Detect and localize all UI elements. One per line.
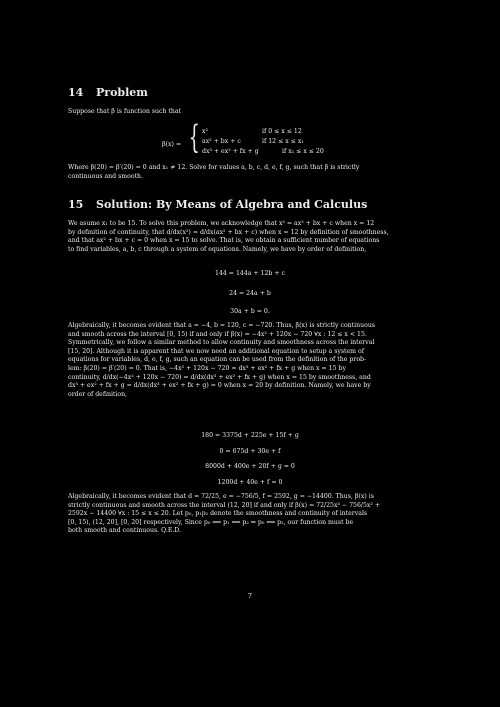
case-expr: ax² + bx + c: [202, 138, 241, 145]
case-cond: if 12 ≤ x ≤ x₁: [262, 138, 304, 145]
text-line: lem: β(20) = β′(20) = 0. That is, −4x² + 120x − 720 = dx³ + ex² + fx + g when x = 15 by: [68, 364, 346, 372]
section-14-intro: [68, 108, 432, 117]
text-line: order of definition,: [68, 390, 128, 398]
text-line: Algebraically, it becomes evident that d = 72/25, e = −756/5, f = 2592, g = −14400. Thus, β(x) is: [68, 493, 374, 500]
case-expr: dx³ + ex² + fx + g: [202, 148, 259, 155]
text-line: Suppose that β is function such that: [68, 108, 182, 115]
text-line: equations for variables, d, e, f, g, such an equation can be used from the definition of the prob-: [68, 356, 367, 364]
text-line: strictly continuous and smooth across the interval (12, 20] if and only if β(x) = 72/25x³ − 756/5x² +: [68, 501, 381, 509]
case-cond: if 0 ≤ x ≤ 12: [262, 128, 302, 135]
left-brace: {: [188, 118, 200, 156]
text-line: continuous and smooth.: [68, 172, 143, 180]
section-14-heading: [68, 86, 148, 99]
equation: 0 = 675d + 30e + f: [219, 448, 281, 455]
equation: 180 = 3375d + 225e + 15f + g: [201, 432, 299, 439]
text-line: We asume x₁ to be 15. To solve this problem, we acknowledge that x² = ax² + bx + c when x = 12: [68, 220, 375, 227]
section-number: 14: [68, 86, 84, 99]
text-line: dx³ + ex² + fx + g = d/dx(dx³ + ex² + fx + g) = 0 when x = 20 by definition. Namely, we have by: [68, 382, 371, 390]
text-line: Where β(20) = β′(20) = 0 and x₁ ≠ 12. Solve for values a, b, c, d, e, f, g, such that β is strictly: [68, 164, 360, 171]
text-line: Symmetrically, we follow a similar method to allow continuity and smoothness across the interval: [68, 339, 375, 347]
section-title: Problem: [96, 86, 148, 99]
solution-paragraph-1: [68, 220, 432, 254]
equation: 30a + b = 0.: [230, 308, 270, 315]
text-line: continuity, d/dx(−4x² + 120x − 720) = d/dx(dx³ + ex² + fx + g) when x = 15 by smoothness, and: [68, 373, 371, 381]
case-cond: if x₁ ≤ x ≤ 20: [282, 148, 324, 155]
case-expr: x²: [202, 128, 208, 135]
section-number: 15: [68, 198, 84, 211]
section-title: Solution: By Means of Algebra and Calculus: [96, 198, 368, 211]
equation: 24 = 24a + b: [229, 290, 271, 297]
text-line: and smooth across the interval [0, 15) if and only if β(x) = −4x² + 120x − 720 ∀x : 12 ≤ x < 15.: [68, 330, 367, 338]
text-line: both smooth and continuous. Q.E.D.: [68, 527, 182, 535]
equation: 8000d + 400e + 20f + g = 0: [205, 463, 295, 470]
text-line: and that ax² + bx + c = 0 when x = 15 to solve. That is, we obtain a sufficient number of equations: [68, 237, 380, 245]
text-line: Algebraically, it becomes evident that a = −4, b = 120, c = −720. Thus, β(x) is strictly continuous: [68, 322, 375, 329]
text-line: [0, 15), (12, 20], [0, 20] respectively, Since p₀ ⟺ p₁ ⟺ p₂ ⇒ p₀ ⟺ p₂, our function must be: [68, 518, 354, 526]
equation: 144 = 144a + 12b + c: [215, 270, 285, 277]
section-14-conditions: [68, 164, 432, 181]
text-line: [15, 20]. Although it is apparent that we now need an additional equation to setup a system of: [68, 347, 365, 355]
solution-paragraph-3: [68, 493, 432, 536]
page-number: 7: [247, 592, 253, 600]
text-line: by definition of continuity, that d/dx(x²) = d/dx(ax² + bx + c) when x = 12 by definition of smoothness,: [68, 228, 389, 236]
text-line: to find variables, a, b, c through a system of equations. Namely, we have by order of definition,: [68, 245, 367, 253]
solution-paragraph-2: [68, 322, 432, 399]
equation: 1200d + 40e + f = 0: [217, 479, 283, 486]
section-15-heading: [68, 198, 367, 211]
text-line: 2592x − 14400 ∀x : 15 ≤ x ≤ 20. Let p₀, p₁p₂ denote the smoothness and continuity of intervals: [68, 510, 368, 518]
function-lhs: β(x) =: [162, 141, 182, 148]
